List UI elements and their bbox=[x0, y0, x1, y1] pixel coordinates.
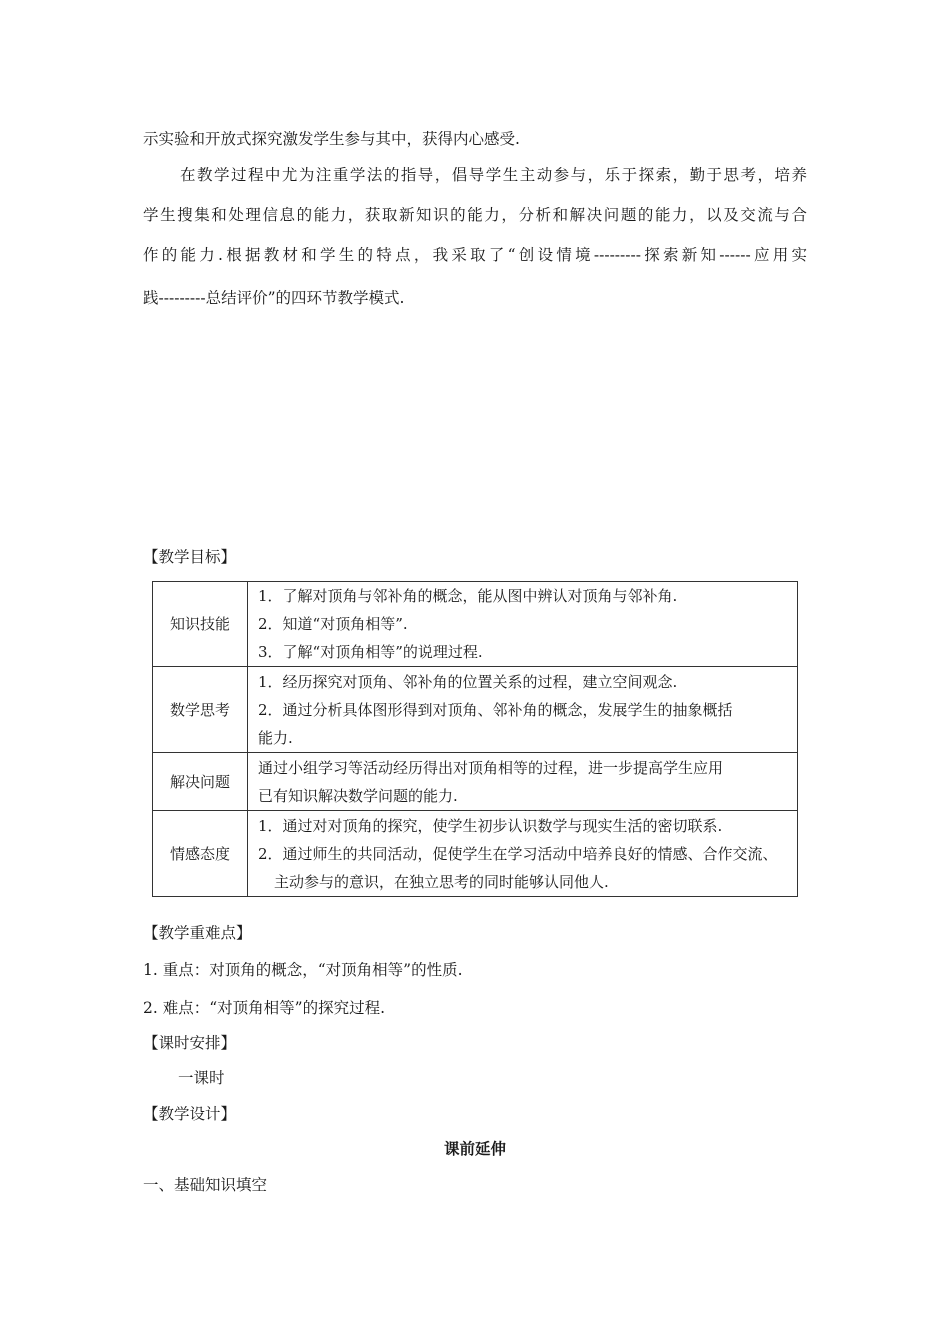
row-content bbox=[248, 753, 798, 811]
list-item: 1．通过对对顶角的探究，使学生初步认识数学与现实生活的密切联系. bbox=[258, 816, 723, 835]
row-label: 数学思考 bbox=[153, 667, 248, 753]
list-item: 2．通过师生的共同活动，促使学生在学习活动中培养良好的情感、合作交流、主动参与的意识，在独立思考的同时能够认同他人. bbox=[258, 844, 778, 891]
list-item: 已有知识解决数学问题的能力. bbox=[258, 786, 458, 805]
intro-line-5: 践---------总结评价”的四环节教学模式. bbox=[143, 289, 405, 307]
intro-line-1: 示实验和开放式探究激发学生参与其中，获得内心感受. bbox=[143, 130, 520, 148]
row-content bbox=[248, 667, 798, 753]
schedule-heading: 【课时安排】 bbox=[143, 1034, 237, 1052]
goals-table bbox=[152, 581, 798, 897]
row-content bbox=[248, 582, 798, 667]
design-heading: 【教学设计】 bbox=[143, 1105, 237, 1123]
intro-line-3: 学生搜集和处理信息的能力，获取新知识的能力，分析和解决问题的能力，以及交流与合 bbox=[143, 206, 807, 224]
row-label: 情感态度 bbox=[153, 811, 248, 897]
row-label: 知识技能 bbox=[153, 582, 248, 667]
row-content bbox=[248, 811, 798, 897]
list-item: 1．了解对顶角与邻补角的概念，能从图中辨认对顶角与邻补角. bbox=[258, 587, 678, 605]
list-item: 2．知道“对顶角相等”. bbox=[258, 615, 408, 633]
key-point-1: 1. 重点：对顶角的概念，“对顶角相等”的性质. bbox=[143, 961, 463, 979]
table-row bbox=[153, 811, 798, 897]
key-point-2: 2. 难点：“对顶角相等”的探究过程. bbox=[143, 999, 385, 1017]
section-title: 课前延伸 bbox=[443, 1140, 506, 1158]
table-row bbox=[153, 753, 798, 811]
subsection-title: 一、基础知识填空 bbox=[143, 1176, 268, 1194]
key-points-heading: 【教学重难点】 bbox=[143, 924, 252, 942]
table-row bbox=[153, 667, 798, 753]
table-row bbox=[153, 582, 798, 667]
row-label: 解决问题 bbox=[153, 753, 248, 811]
goals-heading: 【教学目标】 bbox=[143, 548, 237, 566]
list-item: 2．通过分析具体图形得到对顶角、邻补角的概念，发展学生的抽象概括 bbox=[258, 700, 733, 719]
intro-line-2: 在教学过程中尤为注重学法的指导，倡导学生主动参与，乐于探索，勤于思考，培养 bbox=[180, 166, 807, 184]
list-item: 1．经历探究对顶角、邻补角的位置关系的过程，建立空间观念. bbox=[258, 672, 678, 691]
list-item: 通过小组学习等活动经历得出对顶角相等的过程，进一步提高学生应用 bbox=[258, 758, 724, 777]
list-item: 3．了解“对顶角相等”的说理过程. bbox=[258, 643, 483, 661]
list-item: 能力. bbox=[258, 728, 293, 747]
intro-line-4: 作的能力.根据教材和学生的特点，我采取了“创设情境---------探索新知------应用实 bbox=[143, 246, 807, 264]
schedule-value: 一课时 bbox=[178, 1069, 225, 1087]
